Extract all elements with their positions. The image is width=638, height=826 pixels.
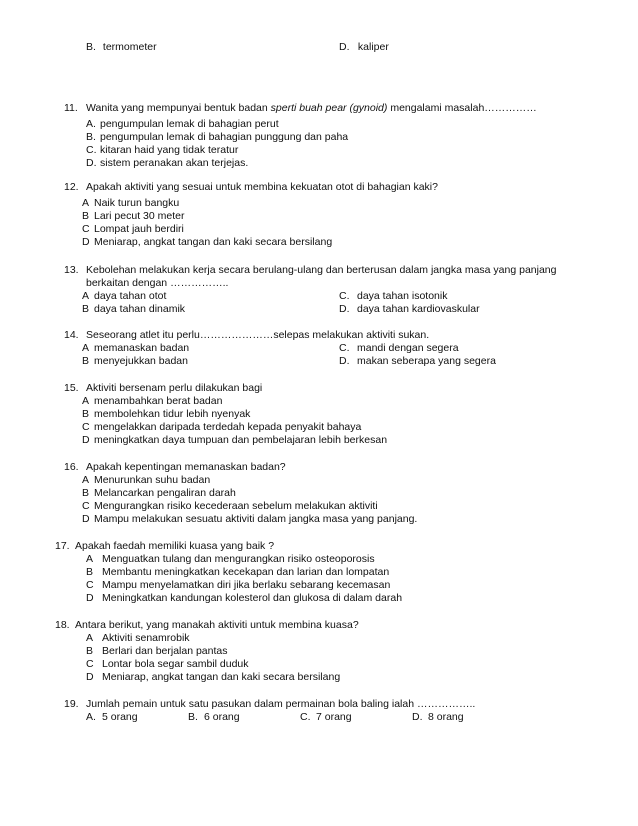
q15-option-b: B membolehkan tidur lebih nyenyak (82, 408, 251, 420)
q16-option-b: B Melancarkan pengaliran darah (82, 487, 236, 499)
q14-option-c: C. mandi dengan segera (339, 342, 459, 354)
q13-option-b: B daya tahan dinamik (82, 303, 186, 315)
q12-option-d: D Meniarap, angkat tangan dan kaki secara bersilang (82, 236, 333, 248)
q11-option-b: B. pengumpulan lemak di bahagian punggung dan paha (86, 131, 349, 143)
q18-stem: 18. Antara berikut, yang manakah aktiviti untuk membina kuasa? (55, 619, 359, 631)
q15-stem: 15. Aktiviti bersenam perlu dilakukan bagi (64, 382, 263, 394)
q18-option-d: D Meniarap, angkat tangan dan kaki secara bersilang (86, 671, 341, 683)
q17-option-a: A Menguatkan tulang dan mengurangkan risiko osteoporosis (86, 553, 375, 565)
q17-option-c: C Mampu menyelamatkan diri jika berlaku sebarang kecemasan (86, 579, 391, 591)
q16-option-c: C Mengurangkan risiko kecederaan sebelum melakukan aktiviti (82, 500, 378, 512)
q19-option-b: B. 6 orang (188, 711, 240, 723)
q11-option-d: D. sistem peranakan akan terjejas. (86, 157, 249, 169)
q15-option-a: A menambahkan berat badan (82, 395, 223, 407)
q19-option-c: C. 7 orang (300, 711, 352, 723)
q16-option-d: D Mampu melakukan sesuatu aktiviti dalam jangka masa yang panjang. (82, 513, 418, 525)
q16-option-a: A Menurunkan suhu badan (82, 474, 211, 486)
q17-option-d: D Meningkatkan kandungan kolesterol dan glukosa di dalam darah (86, 592, 403, 604)
q13-option-d: D. daya tahan kardiovaskular (339, 303, 480, 315)
q12-option-b: B Lari pecut 30 meter (82, 210, 185, 222)
q19-stem: 19. Jumlah pemain untuk satu pasukan dalam permainan bola baling ialah …………….. (64, 698, 476, 710)
q18-option-b: B Berlari dan berjalan pantas (86, 645, 228, 657)
q13-stem-line2: berkaitan dengan …………….. (86, 277, 229, 289)
q16-stem: 16. Apakah kepentingan memanaskan badan? (64, 461, 286, 473)
q12-option-c: C Lompat jauh berdiri (82, 223, 184, 235)
q18-option-c: C Lontar bola segar sambil duduk (86, 658, 249, 670)
q13-option-c: C. daya tahan isotonik (339, 290, 448, 302)
q12-option-a: A Naik turun bangku (82, 197, 180, 209)
q11-option-c: C. kitaran haid yang tidak teratur (86, 144, 239, 156)
q14-option-a: A memanaskan badan (82, 342, 190, 354)
q19-option-a: A. 5 orang (86, 711, 138, 723)
q19-option-d: D. 8 orang (412, 711, 464, 723)
q14-option-b: B menyejukkan badan (82, 355, 188, 367)
q15-option-d: D meningkatkan daya tumpuan dan pembelajaran lebih berkesan (82, 434, 388, 446)
q14-stem: 14. Seseorang atlet itu perlu…………………selepas melakukan aktiviti sukan. (64, 329, 430, 341)
q13-stem: 13. Kebolehan melakukan kerja secara berulang-ulang dan berterusan dalam jangka masa yang panjang (64, 264, 557, 276)
q10-option-b: B. termometer (86, 41, 157, 53)
q11-stem: 11. Wanita yang mempunyai bentuk badan sperti buah pear (gynoid) mengalami masalah…………… (64, 102, 537, 114)
q17-stem: 17. Apakah faedah memiliki kuasa yang baik ? (55, 540, 275, 552)
q15-option-c: C mengelakkan daripada terdedah kepada penyakit bahaya (82, 421, 362, 433)
q13-option-a: A daya tahan otot (82, 290, 167, 302)
q18-option-a: A Aktiviti senamrobik (86, 632, 190, 644)
q14-option-d: D. makan seberapa yang segera (339, 355, 496, 367)
q11-option-a: A. pengumpulan lemak di bahagian perut (86, 118, 279, 130)
q17-option-b: B Membantu meningkatkan kecekapan dan larian dan lompatan (86, 566, 390, 578)
q10-option-d: D. kaliper (339, 41, 389, 53)
q12-stem: 12. Apakah aktiviti yang sesuai untuk membina kekuatan otot di bahagian kaki? (64, 181, 438, 193)
